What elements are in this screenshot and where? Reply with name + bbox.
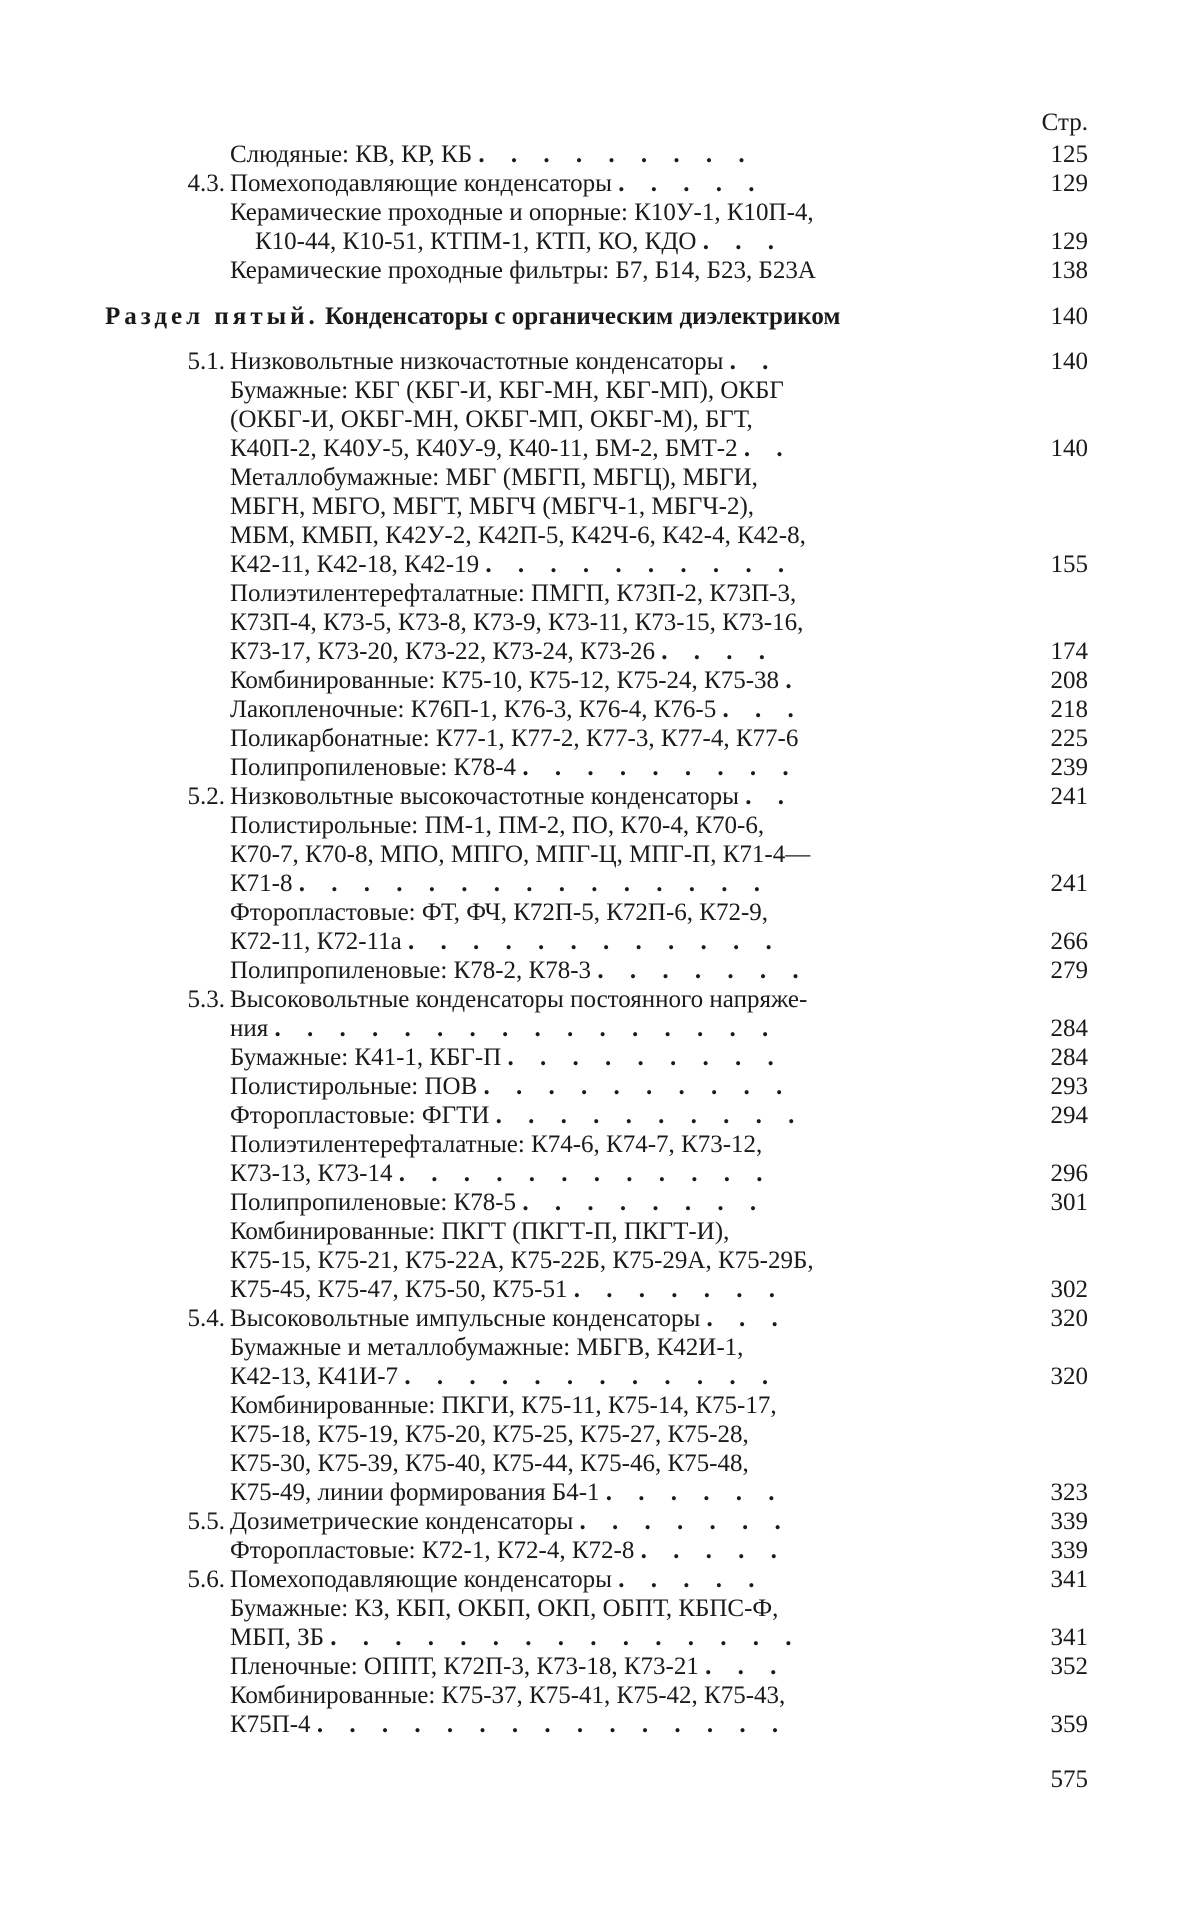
- toc-entry-text: (ОКБГ-И, ОКБГ-МН, ОКБГ-МП, ОКБГ-М), БГТ,: [230, 406, 753, 433]
- toc-page-number: 129: [1050, 228, 1088, 255]
- toc-entry-body: [230, 376, 784, 406]
- toc-entry-text: К40П-2, К40У-5, К40У-9, К40-11, БМ-2, БМТ-2: [230, 435, 738, 462]
- toc-entry: [0, 405, 1200, 435]
- toc-entry: [0, 1652, 1200, 1682]
- toc-entry-text: Комбинированные: К75-37, К75-41, К75-42, К75-43,: [230, 1682, 786, 1709]
- toc-entry: [0, 463, 1200, 493]
- toc-entry-body: [230, 1594, 778, 1624]
- toc-entry-text: Комбинированные: ПКГИ, К75-11, К75-14, К75-17,: [230, 1392, 777, 1419]
- toc-page-number: 225: [1050, 725, 1088, 752]
- toc-entry: [0, 347, 1200, 377]
- toc-entry: [0, 256, 1200, 286]
- leader-dots: . . . . .: [618, 1566, 765, 1593]
- toc-page-number: 341: [1050, 1566, 1088, 1593]
- toc-entry: [0, 1449, 1200, 1479]
- toc-entry-body: [230, 753, 799, 783]
- toc-entry-text: К75-45, К75-47, К75-50, К75-51: [230, 1276, 568, 1303]
- leader-dots: . . . . . . . . . . . . . . .: [298, 870, 770, 897]
- toc-entry: [0, 376, 1200, 406]
- toc-page-number: 302: [1050, 1276, 1088, 1303]
- toc-entry-text: Высоковольтные конденсаторы постоянного напряже-: [230, 986, 808, 1013]
- toc-entry-body: [230, 869, 770, 899]
- toc-entry-body: [230, 724, 798, 754]
- toc-entry-text: Слюдяные: КВ, КР, КБ: [230, 141, 473, 168]
- leader-dots: . . . . . . . . . . . .: [408, 928, 782, 955]
- leader-dots: . . . . . . . . . . . . . . .: [330, 1624, 802, 1651]
- toc-entry: [0, 927, 1200, 957]
- toc-entry-text: Бумажные: К41-1, КБГ-П: [230, 1044, 502, 1071]
- toc-entry-body: [230, 898, 768, 928]
- leader-dots: . . . . . . . . . . . .: [398, 1160, 773, 1187]
- toc-entry: [0, 550, 1200, 580]
- toc-entry: [0, 1391, 1200, 1421]
- toc-entry: [0, 434, 1200, 464]
- toc-entry: [0, 1478, 1200, 1508]
- toc-page-number: 174: [1050, 638, 1088, 665]
- toc-entry-text: К73-13, К73-14: [230, 1160, 393, 1187]
- toc-entry-body: [230, 1304, 788, 1334]
- toc-entry-body: [230, 811, 764, 841]
- leader-dots: . . . . . . .: [597, 957, 809, 984]
- leader-dots: . . . . . . . . . .: [495, 1102, 805, 1129]
- toc-page-number: 339: [1050, 1508, 1088, 1535]
- toc-entry-text: Дозиметрические конденсаторы: [230, 1508, 574, 1535]
- toc-entry-body: [230, 1333, 743, 1363]
- toc-entry: [0, 227, 1200, 257]
- toc-page-number: 140: [1050, 303, 1088, 330]
- toc-entry-text: К42-13, К41И-7: [230, 1363, 399, 1390]
- leader-dots: . . . . . .: [605, 1479, 785, 1506]
- leader-dots: . . .: [705, 1653, 787, 1680]
- toc-entry-body: [230, 463, 758, 493]
- toc-entry: [0, 782, 1200, 812]
- leader-dots: . . . . . . . . .: [507, 1044, 784, 1071]
- toc-entry-text: Бумажные и металлобумажные: МБГВ, К42И-1,: [230, 1334, 744, 1361]
- toc-entry-body: [230, 1101, 804, 1131]
- toc-entry: [0, 1536, 1200, 1566]
- toc-entry-text: Полиэтилентерефталатные: ПМГП, К73П-2, К73П-3,: [230, 580, 797, 607]
- toc-entry-body: [230, 985, 807, 1015]
- toc-entry-text: Металлобумажные: МБГ (МБГП, МБГЦ), МБГИ,: [230, 464, 758, 491]
- toc-entry-body: [230, 1043, 784, 1073]
- toc-entry-body: [230, 198, 814, 228]
- toc-entry-body: [230, 695, 804, 725]
- toc-entry: [0, 666, 1200, 696]
- toc-entry-text: Полипропиленовые: К78-5: [230, 1189, 517, 1216]
- leader-dots: . . . . . . . . .: [478, 141, 755, 168]
- toc-entry: [0, 492, 1200, 522]
- toc-entry-text: К72-11, К72-11а: [230, 928, 402, 955]
- toc-entry: [0, 521, 1200, 551]
- toc-entry-text: Полистирольные: ПМ-1, ПМ-2, ПО, К70-4, К70-6,: [230, 812, 765, 839]
- toc-entry: [0, 140, 1200, 170]
- toc-entry-number: 5.3.: [187, 986, 225, 1013]
- toc-entry-body: [230, 1130, 762, 1160]
- toc-entry-text: К70-7, К70-8, МПО, МПГО, МПГ-Ц, МПГ-П, К71-4—: [230, 841, 811, 868]
- toc-entry: [0, 1159, 1200, 1189]
- toc-page-number: 339: [1050, 1537, 1088, 1564]
- toc-entry-body: [230, 1420, 749, 1450]
- toc-entry-body: [230, 666, 802, 696]
- toc-page-number: 323: [1050, 1479, 1088, 1506]
- toc-page-number: 294: [1050, 1102, 1088, 1129]
- toc-entry: [0, 1101, 1200, 1131]
- toc-entry-body: [230, 550, 794, 580]
- leader-dots: . . . . . . . . . .: [485, 551, 795, 578]
- toc-entry-text: К75П-4: [230, 1711, 311, 1738]
- page-column-header: Стр.: [1041, 109, 1088, 136]
- toc-section-heading: [0, 302, 1200, 332]
- toc-entry-body: [230, 1188, 766, 1218]
- page-number: 575: [1050, 1766, 1088, 1793]
- toc-entry-number: 4.3.: [187, 170, 225, 197]
- section-label: Раздел пятый.: [105, 303, 319, 330]
- toc-entry-text: К75-18, К75-19, К75-20, К75-25, К75-27, К75-28,: [230, 1421, 749, 1448]
- toc-page-number: 320: [1050, 1363, 1088, 1390]
- toc-entry: [0, 1681, 1200, 1711]
- leader-dots: . . . . . . . . .: [522, 754, 799, 781]
- toc-entry: [0, 1043, 1200, 1073]
- toc-entry-body: [230, 927, 782, 957]
- toc-entry-body: [255, 227, 784, 257]
- toc-entry-body: [230, 637, 775, 667]
- toc-entry: [0, 169, 1200, 199]
- toc-entry: [0, 1507, 1200, 1537]
- toc-entry-text: Полистирольные: ПОВ: [230, 1073, 478, 1100]
- toc-entry-text: К73-17, К73-20, К73-22, К73-24, К73-26: [230, 638, 655, 665]
- toc-entry-body: [230, 1159, 773, 1189]
- section-title: Конденсаторы с органическим диэлектриком: [325, 303, 841, 330]
- toc-page-number: 352: [1050, 1653, 1088, 1680]
- toc-entry-text: Керамические проходные фильтры: Б7, Б14, Б23, Б23А: [230, 257, 816, 284]
- toc-page-number: 284: [1050, 1044, 1088, 1071]
- leader-dots: . . .: [722, 696, 804, 723]
- leader-dots: . . . . .: [640, 1537, 787, 1564]
- toc-entry-body: [230, 1623, 802, 1653]
- toc-entry-text: Пленочные: ОППТ, К72П-3, К73-18, К73-21: [230, 1653, 699, 1680]
- leader-dots: . . . . . . . . . . . . . . . .: [274, 1015, 779, 1042]
- toc-entry: [0, 1362, 1200, 1392]
- leader-dots: .: [785, 667, 802, 694]
- toc-entry-body: [230, 840, 810, 870]
- toc-entry: [0, 1710, 1200, 1740]
- toc-entry-body: [230, 1507, 791, 1537]
- toc-entry: [0, 1217, 1200, 1247]
- toc-entry: [0, 985, 1200, 1015]
- toc-entry: [0, 1565, 1200, 1595]
- toc-entry-body: [230, 405, 753, 435]
- toc-entry: [0, 811, 1200, 841]
- toc-entry-text: Полиэтилентерефталатные: К74-6, К74-7, К73-12,: [230, 1131, 763, 1158]
- toc-entry: [0, 1072, 1200, 1102]
- toc-entry: [0, 1246, 1200, 1276]
- toc-page-number: 301: [1050, 1189, 1088, 1216]
- toc-page-number: 125: [1050, 141, 1088, 168]
- toc-page-number: 296: [1050, 1160, 1088, 1187]
- leader-dots: . . .: [702, 228, 784, 255]
- toc-entry: [0, 1130, 1200, 1160]
- toc-entry-text: Бумажные: КЗ, КБП, ОКБП, ОКП, ОБПТ, КБПС-Ф,: [230, 1595, 779, 1622]
- leader-dots: . . .: [706, 1305, 788, 1332]
- toc-page-number: 279: [1050, 957, 1088, 984]
- toc-entry-text: Фторопластовые: К72-1, К72-4, К72-8: [230, 1537, 635, 1564]
- toc-page-number: 359: [1050, 1711, 1088, 1738]
- toc-entry-text: Фторопластовые: ФТ, ФЧ, К72П-5, К72П-6, К72-9,: [230, 899, 769, 926]
- toc-entry-body: [230, 169, 764, 199]
- leader-dots: . . . . . . . .: [522, 1189, 767, 1216]
- toc-page-number: 266: [1050, 928, 1088, 955]
- leader-dots: . .: [729, 348, 779, 375]
- toc-entry-body: [230, 1565, 764, 1595]
- toc-page-number: 138: [1050, 257, 1088, 284]
- toc-entry-body: [230, 347, 778, 377]
- toc-entry-body: [230, 434, 793, 464]
- toc-page-number: 129: [1050, 170, 1088, 197]
- toc-entry: [0, 637, 1200, 667]
- toc-page-number: 241: [1050, 783, 1088, 810]
- toc-entry-body: [230, 492, 754, 522]
- leader-dots: . .: [743, 435, 793, 462]
- leader-dots: . . . .: [661, 638, 775, 665]
- toc-entry-text: Низковольтные высокочастотные конденсаторы: [230, 783, 739, 810]
- toc-entry: [0, 1420, 1200, 1450]
- toc-page-number: 293: [1050, 1073, 1088, 1100]
- toc-entry: [0, 898, 1200, 928]
- toc-entry-body: [230, 782, 794, 812]
- toc-entry-text: К73П-4, К73-5, К73-8, К73-9, К73-11, К73-15, К73-16,: [230, 609, 804, 636]
- leader-dots: . . . . . . . . . . . . . . .: [316, 1711, 789, 1738]
- toc-entry: [0, 1304, 1200, 1334]
- toc-entry-text: К75-15, К75-21, К75-22А, К75-22Б, К75-29А, К75-29Б,: [230, 1247, 814, 1274]
- toc-entry-body: [230, 521, 806, 551]
- toc-entry-text: Фторопластовые: ФГТИ: [230, 1102, 490, 1129]
- leader-dots: . . . . . . . . . .: [483, 1073, 793, 1100]
- toc-entry: [0, 1188, 1200, 1218]
- toc-page-number: 208: [1050, 667, 1088, 694]
- toc-entry-text: К71-8: [230, 870, 293, 897]
- toc-entry-body: [230, 1536, 787, 1566]
- toc-entry: [0, 869, 1200, 899]
- toc-entry-text: К42-11, К42-18, К42-19: [230, 551, 480, 578]
- toc-page-number: 284: [1050, 1015, 1088, 1042]
- toc-entry-text: Полипропиленовые: К78-4: [230, 754, 517, 781]
- section-heading-text: [105, 302, 840, 332]
- toc-entry-body: [230, 1652, 786, 1682]
- toc-entry-text: Полипропиленовые: К78-2, К78-3: [230, 957, 592, 984]
- toc-entry-number: 5.5.: [187, 1508, 225, 1535]
- toc-entry-text: К75-30, К75-39, К75-40, К75-44, К75-46, К75-48,: [230, 1450, 749, 1477]
- toc-page-number: 320: [1050, 1305, 1088, 1332]
- toc-entry-number: 5.2.: [187, 783, 225, 810]
- toc-entry-body: [230, 1710, 788, 1740]
- toc-entry: [0, 579, 1200, 609]
- toc-entry-body: [230, 579, 796, 609]
- toc-entry-body: [230, 1391, 777, 1421]
- toc-page-number: 140: [1050, 348, 1088, 375]
- toc-entry-body: [230, 1478, 785, 1508]
- toc-entry: [0, 956, 1200, 986]
- toc-page-number: 155: [1050, 551, 1088, 578]
- toc-entry-text: Высоковольтные импульсные конденсаторы: [230, 1305, 701, 1332]
- toc-entry: [0, 724, 1200, 754]
- toc-entry-body: [230, 1014, 778, 1044]
- toc-entry: [0, 198, 1200, 228]
- toc-page-number: 239: [1050, 754, 1088, 781]
- leader-dots: . .: [745, 783, 794, 810]
- toc-entry-text: К10-44, К10-51, КТПМ-1, КТП, КО, КДО: [255, 228, 697, 255]
- toc-entry-body: [230, 1217, 729, 1247]
- toc-entry-body: [230, 1072, 792, 1102]
- toc-entry-body: [230, 608, 803, 638]
- toc-entry-body: [230, 956, 809, 986]
- toc-page-number: 218: [1050, 696, 1088, 723]
- toc-entry-body: [230, 1681, 785, 1711]
- toc-entry: [0, 1014, 1200, 1044]
- toc-page-number: 140: [1050, 435, 1088, 462]
- toc-entry-body: [230, 1246, 814, 1276]
- toc-entry-number: 5.6.: [187, 1566, 225, 1593]
- toc-entry-text: Комбинированные: К75-10, К75-12, К75-24, К75-38: [230, 667, 780, 694]
- toc-entry-text: Бумажные: КБГ (КБГ-И, КБГ-МН, КБГ-МП), ОКБГ: [230, 377, 784, 404]
- toc-page-number: 241: [1050, 870, 1088, 897]
- toc-entry-body: [230, 140, 755, 170]
- toc-entry: [0, 1333, 1200, 1363]
- toc-entry: [0, 1623, 1200, 1653]
- leader-dots: . . . . .: [618, 170, 765, 197]
- toc-entry: [0, 840, 1200, 870]
- toc-entry-number: 5.4.: [187, 1305, 225, 1332]
- toc-entry-text: МБМ, КМБП, К42У-2, К42П-5, К42Ч-6, К42-4, К42-8,: [230, 522, 806, 549]
- toc-entry-text: ния: [230, 1015, 269, 1042]
- toc-entry: [0, 695, 1200, 725]
- toc-entry-text: Керамические проходные и опорные: К10У-1, К10П-4,: [230, 199, 814, 226]
- toc-entry-text: МБП, ЗБ: [230, 1624, 325, 1651]
- toc-entry-text: Низковольтные низкочастотные конденсаторы: [230, 348, 724, 375]
- toc-entry: [0, 1594, 1200, 1624]
- leader-dots: . . . . . . .: [573, 1276, 785, 1303]
- toc-entry-text: К75-49, линии формирования Б4-1: [230, 1479, 600, 1506]
- toc-entry-body: [230, 1362, 778, 1392]
- toc-entry-number: 5.1.: [187, 348, 225, 375]
- toc-entry-text: Лакопленочные: К76П-1, К76-3, К76-4, К76-5: [230, 696, 717, 723]
- leader-dots: . . . . . . .: [579, 1508, 791, 1535]
- toc-entry: [0, 1275, 1200, 1305]
- toc-entry-text: Поликарбонатные: К77-1, К77-2, К77-3, К77-4, К77-6: [230, 725, 799, 752]
- toc-entry-body: [230, 1275, 785, 1305]
- toc-entry: [0, 753, 1200, 783]
- toc-entry-text: Комбинированные: ПКГТ (ПКГТ-П, ПКГТ-И),: [230, 1218, 730, 1245]
- toc-entry: [0, 608, 1200, 638]
- leader-dots: . . . . . . . . . . . .: [404, 1363, 779, 1390]
- toc-entry-body: [230, 256, 816, 286]
- toc-entry-text: Помехоподавляющие конденсаторы: [230, 1566, 612, 1593]
- toc-page-number: 341: [1050, 1624, 1088, 1651]
- toc-entry-text: Помехоподавляющие конденсаторы: [230, 170, 612, 197]
- toc-entry-body: [230, 1449, 749, 1479]
- toc-entry-text: МБГН, МБГО, МБГТ, МБГЧ (МБГЧ-1, МБГЧ-2),: [230, 493, 755, 520]
